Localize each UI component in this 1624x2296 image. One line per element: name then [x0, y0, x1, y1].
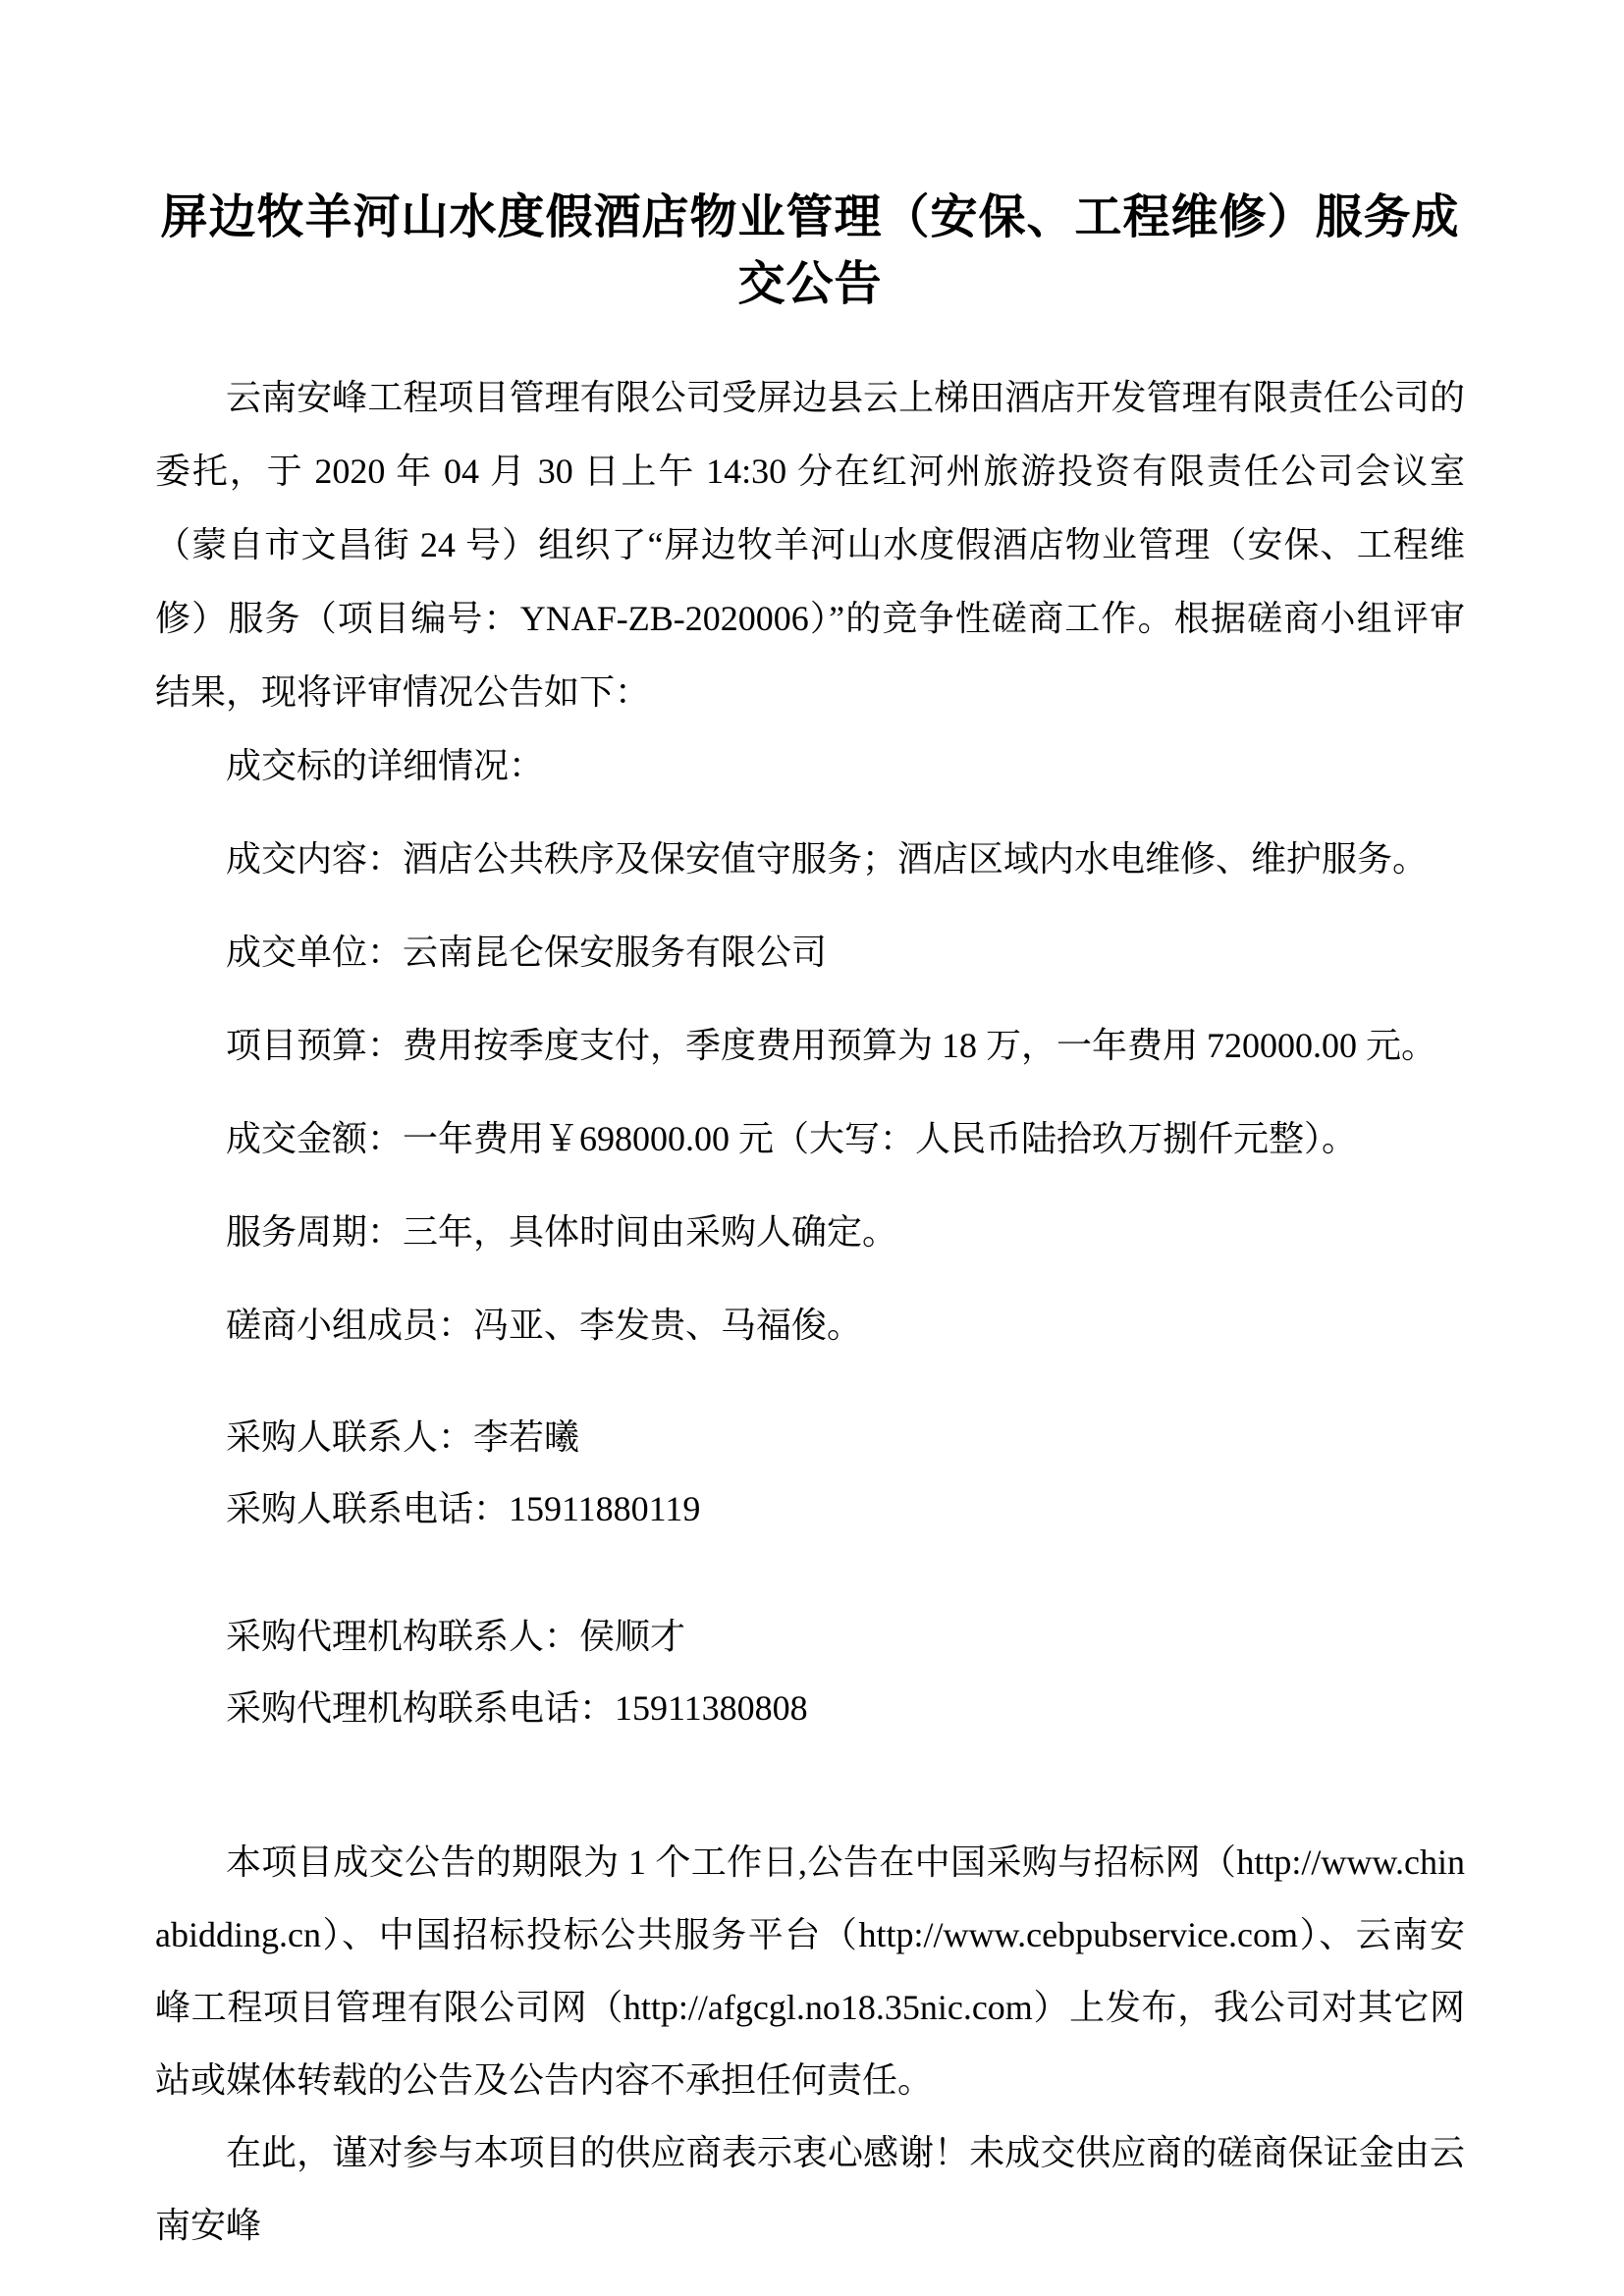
- purchaser-contact-block: [155, 1402, 1465, 1545]
- agency-contact-person: 采购代理机构联系人：侯顺才: [226, 1617, 686, 1656]
- announcement-document: [155, 185, 1465, 2262]
- purchaser-contact-phone: 采购人联系电话：15911880119: [226, 1489, 701, 1528]
- thanks-paragraph: 在此，谨对参与本项目的供应商表示衷心感谢！未成交供应商的磋商保证金由云南安峰: [155, 2133, 1465, 2245]
- detail-panel-members: 磋商小组成员：冯亚、李发贵、马福俊。: [226, 1306, 863, 1345]
- intro-paragraph: 云南安峰工程项目管理有限公司受屏边县云上梯田酒店开发管理有限责任公司的委托，于 2020 年 04 月 30 日上午 14:30 分在红河州旅游投资有限责任公司会议室（蒙自市文昌街 24 号）组织了“屏边牧羊河山水度假酒店物业管理（安保、工程维修）服务（项目编号：YNAF-ZB-2020006）”的竞争性磋商工作。根据磋商小组评审结果，现将评审情况公告如下：: [155, 378, 1465, 712]
- detail-award-amount: 成交金额：一年费用￥698000.00 元（大写：人民币陆拾玖万捌仟元整）。: [226, 1119, 1358, 1158]
- agency-contact-phone: 采购代理机构联系电话：15911380808: [226, 1688, 808, 1728]
- detail-service-period: 服务周期：三年，具体时间由采购人确定。: [226, 1212, 898, 1252]
- detail-project-budget: 项目预算：费用按季度支付，季度费用预算为 18 万，一年费用 720000.00 元。: [226, 1026, 1437, 1065]
- purchaser-contact-person: 采购人联系人：李若曦: [226, 1417, 580, 1457]
- page-title: 屏边牧羊河山水度假酒店物业管理（安保、工程维修）服务成交公告: [160, 191, 1460, 310]
- detail-award-supplier: 成交单位：云南昆仑保安服务有限公司: [226, 933, 828, 972]
- detail-award-content: 成交内容：酒店公共秩序及保安值守服务；酒店区域内水电维修、维护服务。: [226, 839, 1429, 879]
- agency-contact-block: [155, 1601, 1465, 1744]
- section-heading: 成交标的详细情况：: [226, 746, 545, 785]
- publication-notice-paragraph: 本项目成交公告的期限为 1 个工作日,公告在中国采购与招标网（http://www.chinabidding.cn）、中国招标投标公共服务平台（http://www.cebpubservice.com）、云南安峰工程项目管理有限公司网（http://afgcgl.no18.35nic.com）上发布，我公司对其它网站或媒体转载的公告及公告内容不承担任何责任。: [155, 1842, 1465, 2100]
